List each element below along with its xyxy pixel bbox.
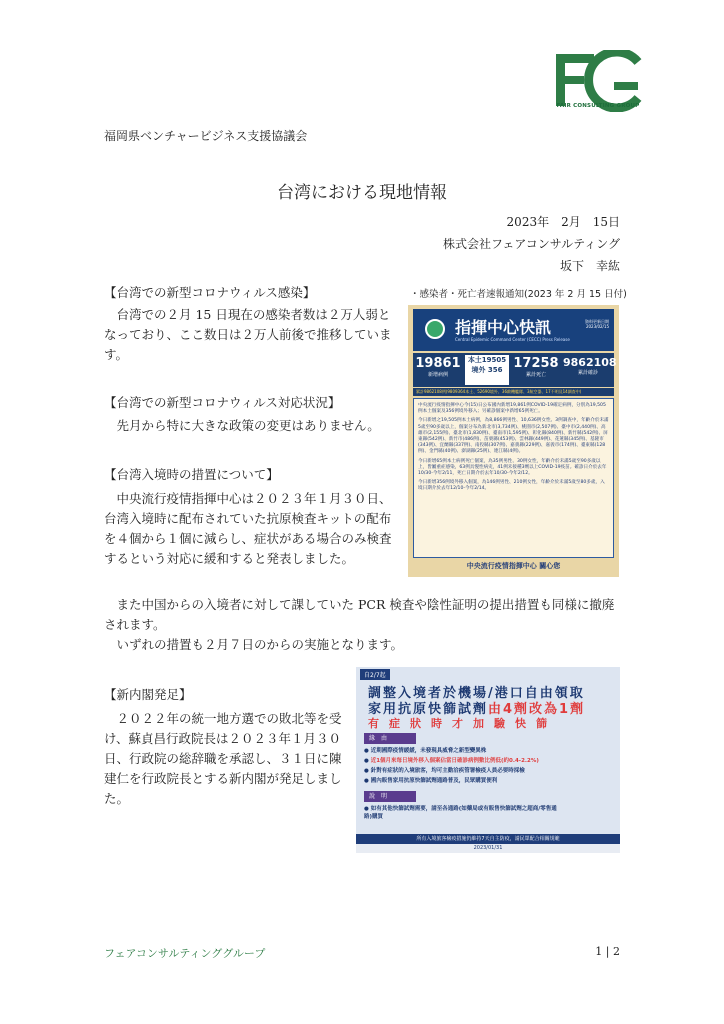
- headline-line-3: 有症狀時才加驗快篩: [368, 717, 557, 730]
- press-release-footer: 中央流行疫情指揮中心 關心您: [466, 562, 561, 570]
- press-paragraph: 今日新增65例本土病例死亡個案，為35例男性、30例女性，年齡介於未滿5歲至90多歲以上，皆屬重症感染，63例具慢性病史，41例未接種3劑以上COVID-19疫苗。確診日介於去年10/30-今年2/11，死亡日期介於去年10/30-今年2/12。: [418, 458, 607, 477]
- reason-label: 緣 由: [364, 733, 416, 744]
- section-heading-cabinet: 【新内閣発足】: [104, 687, 192, 702]
- entry-policy-image: [356, 667, 620, 853]
- list-item: ● 國內販售家用抗原快篩試劑通路普及，民眾購買便利: [364, 778, 498, 784]
- stats-panel: [413, 353, 617, 387]
- headline-line-1: 調整入境者於機場/港口自由領取: [368, 686, 585, 701]
- section-body-entry-2: また中国からの入境者に対して課していた PCR 検査や陰性証明の提出措置も同様に撤廃されます。: [104, 597, 615, 632]
- cumulative-strip: 累計9862108例(9809364本土、52690境外、36敵機艦隊、3航空器、17不明及14調查中): [413, 388, 614, 396]
- policy-date: 2023/01/31: [356, 844, 620, 853]
- section-heading-entry: 【台湾入境時の措置について】: [104, 467, 279, 482]
- list-item: ● 近期國際疫情緩緩，未發現具威脅之新型變異株: [364, 748, 487, 754]
- cecc-press-release-image: [408, 305, 619, 577]
- press-release-date: 資料更新日期 2023/02/15: [585, 319, 609, 329]
- stat-new-cases: 19861 新增病例: [415, 356, 461, 378]
- stat-local-imported: 本土19505 境外 356: [465, 355, 509, 385]
- shield-icon: [425, 319, 445, 339]
- section-body-policy: 先月から特に大きな政策の変更はありません。: [116, 418, 380, 433]
- logo-caption: FAIR CONSULTING GROUP: [556, 103, 640, 109]
- note-list: [364, 805, 564, 821]
- press-paragraph: 今日新增356例境外移入個案，為146例男性、210例女性，年齡介於未滿5歲至80多歲，入境日期介於去年12/10-今年2/14。: [418, 480, 605, 492]
- section-heading-policy: 【台湾での新型コロナウィルス対応状況】: [104, 395, 341, 410]
- press-release-header: [413, 309, 614, 351]
- company-name: 株式会社フェアコンサルティング: [442, 237, 620, 251]
- section-body-cabinet: ２０２２年の統一地方選での敗北等を受け、蘇貞昌行政院長は２０２３年１月３０日、行政院の総辞職を承認し、３１日に陳建仁を行政院長とする新内閣が発足しました。: [104, 711, 342, 806]
- press-release-title: 指揮中心快訊: [455, 318, 552, 337]
- section-body-entry-3: いずれの措置も２月７日のからの実施となります。: [116, 637, 404, 652]
- list-item: ● 近1個月來每日境外移入個案佔當日確診病例數比例低(約0.4-2.2%): [364, 758, 539, 764]
- policy-footer: 所有入境旅客檢疫措施仍維持7天自主防疫，請民眾配合相關規範: [356, 834, 620, 844]
- infographic-caption: ・感染者・死亡者速報通知(2023 年 2 月 15 日付): [410, 289, 627, 300]
- effective-date-tag: 自2/7起: [360, 669, 390, 680]
- stat-deaths: 17258 累計死亡: [513, 356, 559, 378]
- press-release-body: [413, 398, 614, 558]
- author-name: 坂下 幸紘: [559, 259, 620, 273]
- stat-total-cases: 9862108 累計確診: [563, 356, 617, 376]
- press-release-subtitle: Central Epidemic Command Center (CECC) Press Release: [455, 337, 570, 342]
- section-body-infections: 台湾での２月 15 日現在の感染者数は２万人弱となっており、ここ数日は２万人前後で推移しています。: [104, 307, 392, 362]
- reason-list: [364, 746, 614, 786]
- page-title: 台湾における現地情報: [277, 183, 447, 203]
- press-paragraph: 中央流行疫情指揮中心今(15)日公布國內新增19,861例COVID-19確定病例，分別為19,505例本土個案及356例境外移入；另確診個案中新增65例死亡。: [418, 403, 606, 415]
- headline-line-2: 家用抗原快篩試劑由4劑改為1劑: [368, 702, 586, 717]
- organization-name: 福岡県ベンチャービジネス支援協議会: [104, 129, 308, 143]
- section-body-entry: 中央流行疫情指揮中心は２０２３年１月３０日、台湾入境時に配布されていた抗原検査キットの配布を４個から１個に減らし、症状がある場合のみ検査するという対応に緩和すると発表しました。: [104, 491, 392, 566]
- page-number: 1 | 2: [595, 945, 620, 958]
- footer-brand: フェアコンサルティンググループ: [104, 947, 266, 960]
- press-paragraph: 今日新增之19,505例本土病例，為8,866例男性、10,636例女性、3例調查中，年齡介於未滿5歲至90多歲以上，個案分布為新北市(3,734例)、桃園市(2,507例)、臺中市(2,440例)、高雄市(2,155例)、臺北市(1,830例)、臺南市(1,595例)、彰化縣(840例)、新竹縣(542例)、屏東縣(542例)、新竹市(486例)、苗栗縣(453例)、雲林縣(449例)、花蓮縣(345例)、基隆市(343例)、宜蘭縣(337例)、南投縣(307例)、嘉義縣(229例)、嘉義市(174例)、臺東縣(128例)、金門縣(40例)、澎湖縣(25例)、連江縣(4例)。: [418, 418, 609, 455]
- note-label: 說 明: [364, 791, 416, 802]
- list-item: ● 如有其他快篩試劑需要，請至各通路(如藥局或有販售快篩試劑之超商/零售通路)購買: [364, 806, 557, 820]
- report-date: 2023年 2月 15日: [506, 215, 620, 229]
- list-item: ● 針對有症狀的入境旅客，均可主動洽疾管署檢疫人員必要時採檢: [364, 768, 525, 774]
- section-heading-infections: 【台湾での新型コロナウィルス感染】: [104, 285, 316, 300]
